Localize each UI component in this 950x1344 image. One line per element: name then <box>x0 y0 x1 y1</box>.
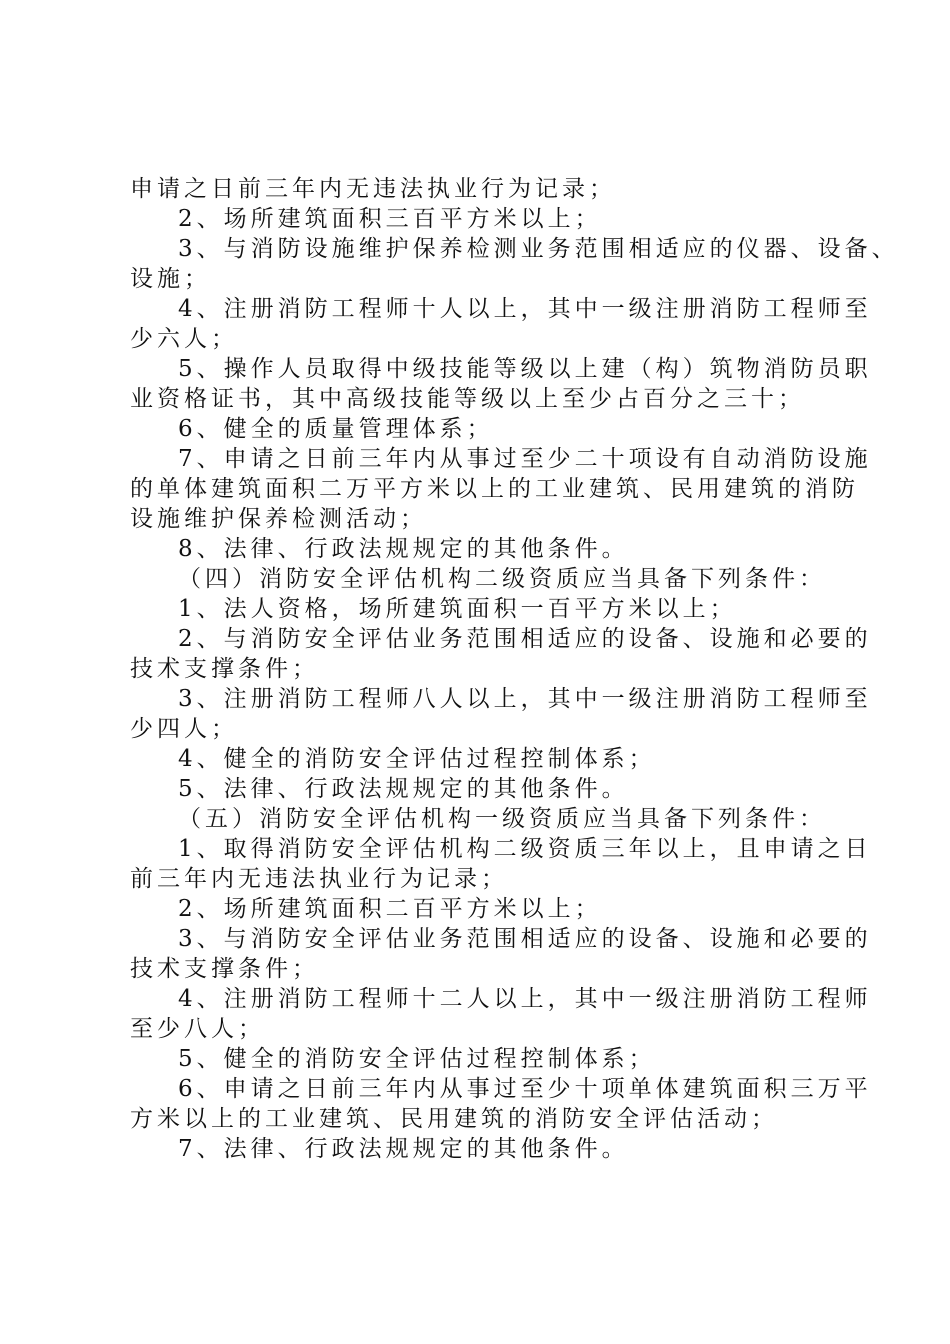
text-line: 的单体建筑面积二万平方米以上的工业建筑、民用建筑的消防 <box>130 476 859 502</box>
text-line: 8、法律、行政法规规定的其他条件。 <box>178 536 629 562</box>
text-line: 设施维护保养检测活动； <box>130 506 427 532</box>
text-line: 2、场所建筑面积二百平方米以上； <box>178 896 602 922</box>
text-line: 2、场所建筑面积三百平方米以上； <box>178 206 602 232</box>
text-line: 方米以上的工业建筑、民用建筑的消防安全评估活动； <box>130 1106 778 1132</box>
text-line: 2、与消防安全评估业务范围相适应的设备、设施和必要的 <box>178 626 872 652</box>
text-line: 1、取得消防安全评估机构二级资质三年以上，且申请之日 <box>178 836 872 862</box>
text-line: 6、健全的质量管理体系； <box>178 416 494 442</box>
text-line: 7、申请之日前三年内从事过至少二十项设有自动消防设施 <box>178 446 872 472</box>
text-line: 3、与消防设施维护保养检测业务范围相适应的仪器、设备、 <box>178 236 899 262</box>
text-line: 至少八人； <box>130 1016 265 1042</box>
section-heading: （五）消防安全评估机构一级资质应当具备下列条件： <box>178 806 826 832</box>
text-line: 申请之日前三年内无违法执业行为记录； <box>130 176 616 202</box>
text-line: 5、操作人员取得中级技能等级以上建（构）筑物消防员职 <box>178 356 872 382</box>
text-line: 技术支撑条件； <box>130 956 319 982</box>
text-line: 4、注册消防工程师十二人以上，其中一级注册消防工程师 <box>178 986 872 1012</box>
text-line: 4、健全的消防安全评估过程控制体系； <box>178 746 656 772</box>
text-line: 3、注册消防工程师八人以上，其中一级注册消防工程师至 <box>178 686 872 712</box>
text-line: 设施； <box>130 266 211 292</box>
text-line: 技术支撑条件； <box>130 656 319 682</box>
text-line: 3、与消防安全评估业务范围相适应的设备、设施和必要的 <box>178 926 872 952</box>
text-line: 少四人； <box>130 716 238 742</box>
section-heading: （四）消防安全评估机构二级资质应当具备下列条件： <box>178 566 826 592</box>
text-line: 5、法律、行政法规规定的其他条件。 <box>178 776 629 802</box>
text-line: 前三年内无违法执业行为记录； <box>130 866 508 892</box>
text-line: 5、健全的消防安全评估过程控制体系； <box>178 1046 656 1072</box>
text-line: 少六人； <box>130 326 238 352</box>
document-body <box>130 174 899 1164</box>
text-line: 6、申请之日前三年内从事过至少十项单体建筑面积三万平 <box>178 1076 872 1102</box>
text-line: 4、注册消防工程师十人以上，其中一级注册消防工程师至 <box>178 296 872 322</box>
text-line: 1、法人资格，场所建筑面积一百平方米以上； <box>178 596 737 622</box>
text-line: 7、法律、行政法规规定的其他条件。 <box>178 1136 629 1162</box>
text-line: 业资格证书，其中高级技能等级以上至少占百分之三十； <box>130 386 805 412</box>
